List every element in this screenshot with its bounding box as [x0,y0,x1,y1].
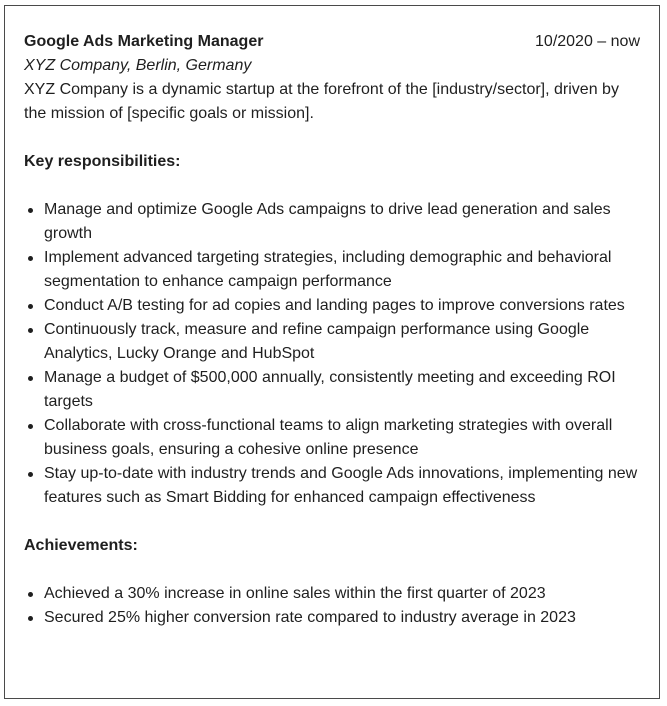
job-header [24,30,640,54]
resume-entry [24,30,640,630]
list-item: Continuously track, measure and refine campaign performance using Google Analytics, Lucky Orange and HubSpot [44,318,640,366]
list-item: Secured 25% higher conversion rate compared to industry average in 2023 [44,606,640,630]
responsibilities-heading: Key responsibilities: [24,153,181,170]
list-item: Manage and optimize Google Ads campaigns to drive lead generation and sales growth [44,198,640,246]
job-date: 10/2020 – now [535,33,640,50]
job-title: Google Ads Marketing Manager [24,33,264,50]
list-item: Achieved a 30% increase in online sales within the first quarter of 2023 [44,582,640,606]
list-item: Manage a budget of $500,000 annually, consistently meeting and exceeding ROI targets [44,366,640,414]
achievements-list [24,582,640,630]
list-item: Implement advanced targeting strategies, including demographic and behavioral segmentation to enhance campaign performance [44,246,640,294]
list-item: Collaborate with cross-functional teams to align marketing strategies with overall business goals, ensuring a cohesive online presence [44,414,640,462]
company-description: XYZ Company is a dynamic startup at the forefront of the [industry/sector], driven by the mission of [specific goals or mission]. [24,81,619,122]
responsibilities-list [24,198,640,510]
list-item: Conduct A/B testing for ad copies and landing pages to improve conversions rates [44,294,640,318]
list-item: Stay up-to-date with industry trends and Google Ads innovations, implementing new features such as Smart Bidding for enhanced campaign effectiveness [44,462,640,510]
company-location: XYZ Company, Berlin, Germany [24,57,252,74]
achievements-heading: Achievements: [24,537,138,554]
